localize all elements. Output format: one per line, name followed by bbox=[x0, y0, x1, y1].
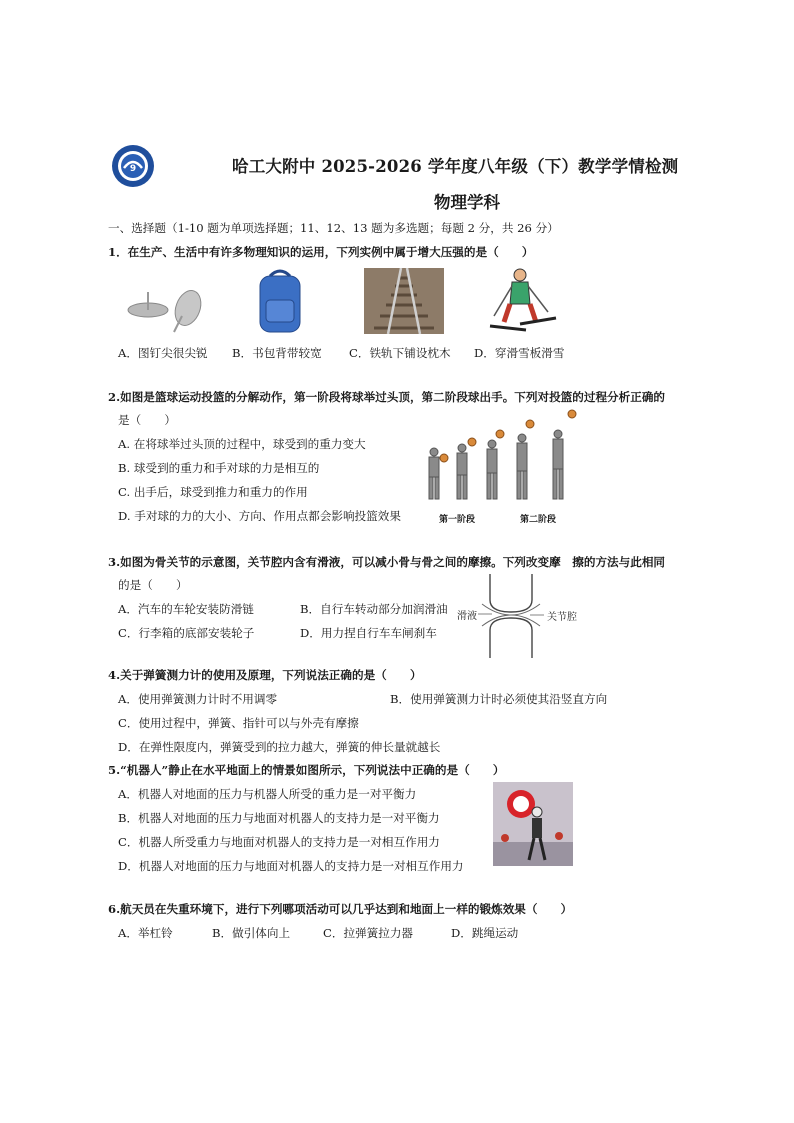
question-2-option-c[interactable]: C. 出手后，球受到推力和重力的作用 bbox=[118, 485, 308, 499]
question-6-option-b[interactable]: B．做引体向上 bbox=[212, 926, 291, 940]
question-5-option-a[interactable]: A．机器人对地面的压力与机器人所受的重力是一对平衡力 bbox=[118, 787, 417, 801]
bone-joint-icon bbox=[478, 574, 544, 658]
question-3-option-c[interactable]: C．行李箱的底部安装轮子 bbox=[118, 626, 255, 640]
question-1-option-c[interactable]: C．铁轨下铺设枕木 bbox=[349, 346, 451, 360]
robot-icon bbox=[493, 782, 573, 866]
question-4-option-b[interactable]: B．使用弹簧测力计时必须使其沿竖直方向 bbox=[390, 692, 608, 706]
question-1-option-a[interactable]: A．图钉尖很尖锐 bbox=[118, 346, 208, 360]
question-3-option-b[interactable]: B．自行车转动部分加润滑油 bbox=[300, 602, 448, 616]
stage-two-caption: 第二阶段 bbox=[520, 515, 557, 525]
question-6-option-a[interactable]: A．举杠铃 bbox=[118, 926, 173, 940]
question-3-stem-cont: 的是（ ） bbox=[118, 578, 188, 592]
question-1-option-d[interactable]: D．穿滑雪板滑雪 bbox=[474, 346, 565, 360]
basketball-player-icon bbox=[420, 408, 588, 504]
question-6-option-d[interactable]: D．跳绳运动 bbox=[451, 926, 519, 940]
railway-track-icon bbox=[364, 268, 444, 334]
backpack-icon bbox=[254, 266, 306, 336]
question-1-option-b[interactable]: B．书包背带较宽 bbox=[232, 346, 322, 360]
skier-icon bbox=[486, 266, 558, 334]
question-2-option-a[interactable]: A. 在将球举过头顶的过程中，球受到的重力变大 bbox=[118, 437, 366, 451]
joint-cavity-label: 关节腔 bbox=[547, 612, 577, 623]
synovial-fluid-label: 滑液 bbox=[457, 611, 477, 622]
question-3-option-d[interactable]: D．用力捏自行车车闸刹车 bbox=[300, 626, 437, 640]
question-5-stem: 5.“机器人”静止在水平地面上的情景如图所示，下列说法中正确的是（ ） bbox=[108, 763, 505, 777]
school-logo-icon bbox=[110, 144, 156, 188]
section-heading: 一、选择题（1-10 题为单项选择题；11、12、13 题为多选题；每题 2 分，共 26 分） bbox=[108, 221, 559, 235]
question-2-option-d[interactable]: D. 手对球的力的大小、方向、作用点都会影响投篮效果 bbox=[118, 509, 401, 523]
question-5-option-d[interactable]: D．机器人对地面的压力与地面对机器人的支持力是一对相互作用力 bbox=[118, 859, 464, 873]
exam-subject: 物理学科 bbox=[434, 193, 500, 212]
question-3-stem: 3.如图为骨关节的示意图，关节腔内含有滑液，可以减小骨与骨之间的摩擦。下列改变摩 擦的方法与此相同 bbox=[108, 555, 666, 569]
question-2-option-b[interactable]: B. 球受到的重力和手对球的力是相互的 bbox=[118, 461, 320, 475]
question-2-stem-cont: 是（ ） bbox=[118, 413, 176, 427]
question-3-option-a[interactable]: A．汽车的车轮安装防滑链 bbox=[118, 602, 254, 616]
svg-text:9: 9 bbox=[129, 164, 137, 174]
question-2-stem: 2.如图是篮球运动投篮的分解动作，第一阶段将球举过头顶，第二阶段球出手。下列对投篮的过程分析正确的 bbox=[108, 390, 666, 404]
question-6-stem: 6.航天员在失重环境下，进行下列哪项活动可以几乎达到和地面上一样的锻炼效果（ ） bbox=[108, 902, 573, 916]
question-4-option-c[interactable]: C．使用过程中，弹簧、指针可以与外壳有摩擦 bbox=[118, 716, 359, 730]
exam-title: 哈工大附中 2025-2026 学年度八年级（下）教学学情检测 bbox=[232, 157, 679, 176]
stage-one-caption: 第一阶段 bbox=[439, 515, 476, 525]
question-1-stem: 1．在生产、生活中有许多物理知识的运用，下列实例中属于增大压强的是（ ） bbox=[108, 245, 534, 259]
thumbtack-icon bbox=[122, 282, 214, 338]
question-5-option-c[interactable]: C．机器人所受重力与地面对机器人的支持力是一对相互作用力 bbox=[118, 835, 440, 849]
question-4-option-d[interactable]: D．在弹性限度内，弹簧受到的拉力越大，弹簧的伸长量就越长 bbox=[118, 740, 441, 754]
question-4-stem: 4.关于弹簧测力计的使用及原理，下列说法正确的是（ ） bbox=[108, 668, 422, 682]
question-6-option-c[interactable]: C．拉弹簧拉力器 bbox=[323, 926, 414, 940]
question-5-option-b[interactable]: B．机器人对地面的压力与地面对机器人的支持力是一对平衡力 bbox=[118, 811, 440, 825]
question-4-option-a[interactable]: A．使用弹簧测力计时不用调零 bbox=[118, 692, 278, 706]
